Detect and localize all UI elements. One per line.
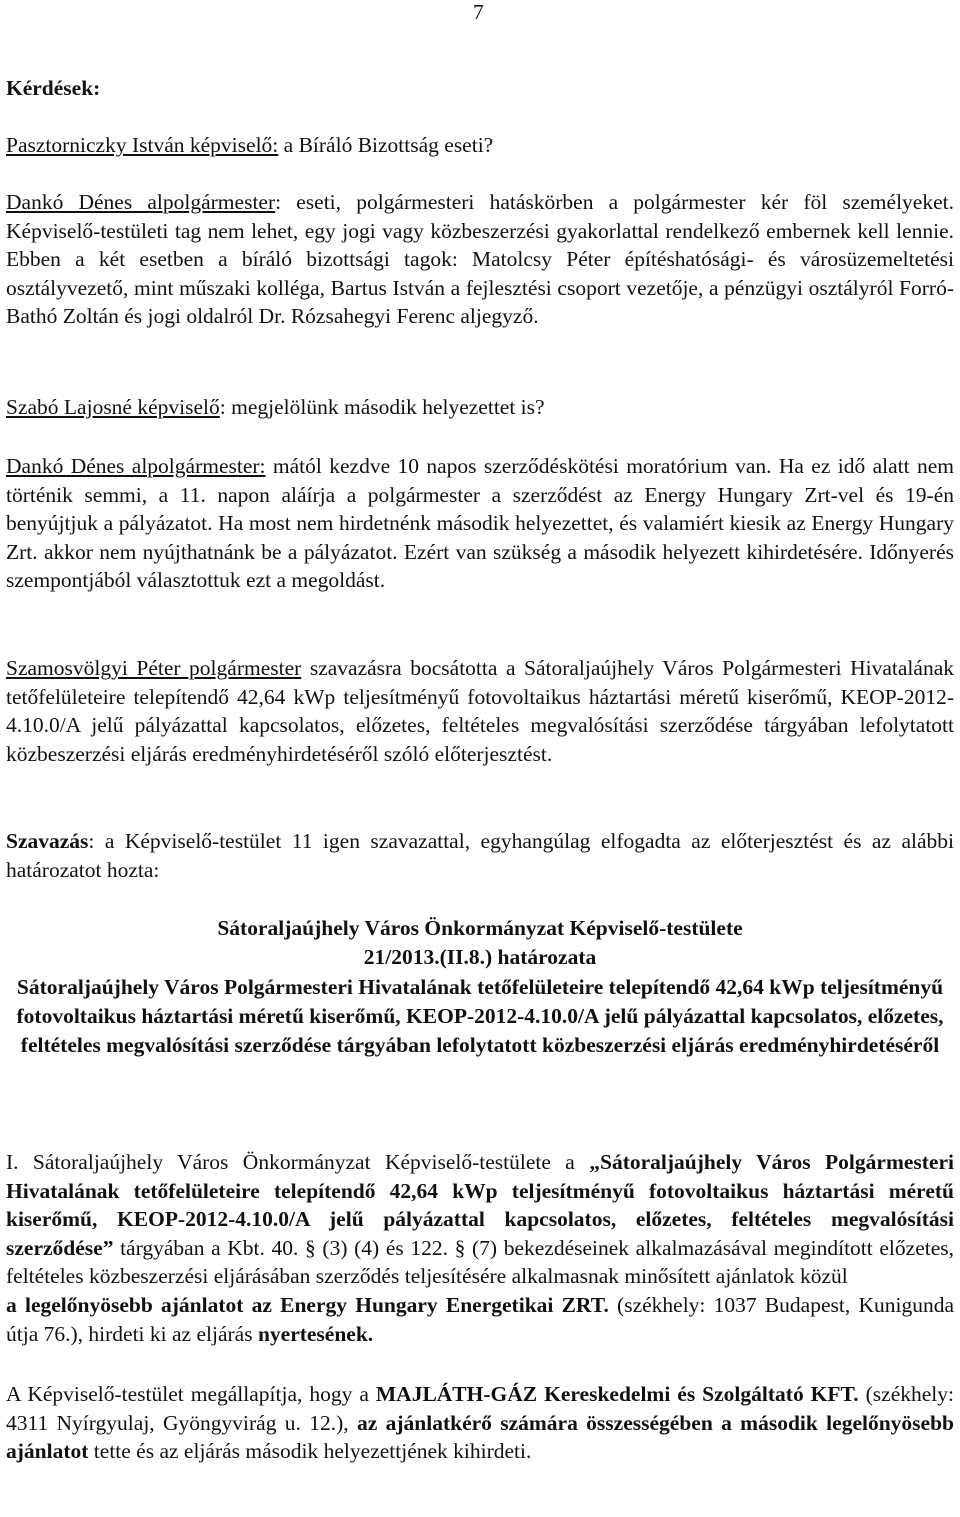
section-heading: Kérdések: [6,76,101,100]
resolution-text: (székhely: 4311 Nyírgyulaj, Gyöngyvirág u. 12.), [6,1382,954,1435]
paragraph-question-2 [6,393,545,422]
resolution-point-1 [6,1148,954,1348]
winner-label: nyertesének. [257,1321,374,1346]
paragraph-answer-2 [6,452,954,595]
resolution-body: Sátoraljaújhely Város Önkormányzat Képviselő-testülete [217,916,743,940]
speaker-name: Szamosvölgyi Péter polgármester [6,656,302,680]
second-place-text: az ajánlatkérő számára összességében a második legelőnyösebb ajánlatot [6,1410,954,1464]
speaker-name: Dankó Dénes alpolgármester: [6,454,266,478]
resolution-text: (székhely: 1037 Budapest, Kunigunda útja 76.), hirdeti ki az eljárás [6,1292,954,1346]
speaker-name: Pasztorniczky István képviselő: [6,133,279,157]
resolution-subject: Sátoraljaújhely Város Polgármesteri Hivatalának tetőfelületeire telepítendő 42,64 kWp teljesítményű fotovoltaikus háztartási méretű kiserőmű, KEOP-2012-4.10.0/A jelű pályázattal kapcsolatos, előzetes, feltételes megvalósítási szerződése tárgyában lefolytatott közbeszerzési eljárás eredményhirdetéséről [16,974,944,1058]
vote-label: Szavazás [6,829,89,853]
second-place-company: MAJLÁTH-GÁZ Kereskedelmi és Szolgáltató KFT. [375,1382,859,1406]
resolution-point-2 [6,1380,954,1466]
speaker-name: Szabó Lajosné képviselő [6,395,220,419]
resolution-number: 21/2013.(II.8.) határozata [363,945,597,970]
paragraph-answer-1 [6,188,954,331]
paragraph-text: mától kezdve 10 napos szerződéskötési moratórium van. Ha ez idő alatt nem történik semmi, a 11. napon aláírja a polgármester a szerződést az Energy Hungary Zrt-vel és 19-én benyújtjuk a pályázatot. Ha most nem hirdetnénk második helyezettet, és valamiért kiesik az Energy Hungary Zrt. akkor nem nyújthatnánk be a pályázatot. Ezért van szükség a második helyezett kihirdetésére. Időnyerés szempontjából választottuk ezt a megoldást. [6,454,954,593]
paragraph-vote-call [6,654,954,768]
paragraph-text: : eseti, polgármesteri hatáskörben a polgármester kér föl személyeket. Képviselő-testületi tag nem lehet, egy jogi vagy közbeszerzési gyakorlattal rendelkező embernek kell lennie. Ebben a két esetben a bíráló bizottsági tagok: Matolcsy Péter építéshatósági- és városüzemeltetési osztályvezető, mint műszaki kolléga, Bartus István a fejlesztési csoport vezetője, a pénzügyi osztályról Forró-Bathó Zoltán és jogi oldalról Dr. Rózsahegyi Ferenc aljegyző. [6,190,954,329]
resolution-bold: „Sátoraljaújhely Város Polgármesteri Hivatalának tetőfelületeire telepítendő 42,64 kWp teljesítményű fotovoltaikus háztartási méretű kiserőmű, KEOP-2012-4.10.0/A jelű pályázattal kapcsolatos, előzetes, feltételes megvalósítási szerződése” [6,1150,954,1260]
paragraph-text: a Bíráló Bizottság eseti? [278,133,494,157]
paragraph-text: : a Képviselő-testület 11 igen szavazattal, egyhangúlag elfogadta az előterjesztést és az alábbi határozatot hozta: [6,829,954,882]
resolution-text: A Képviselő-testület megállapítja, hogy a [6,1382,376,1406]
speaker-name: Dankó Dénes alpolgármester [6,190,276,214]
page-number: 7 [473,0,484,24]
paragraph-text: szavazásra bocsátotta a Sátoraljaújhely Város Polgármesteri Hivatalának tetőfelületeire telepítendő 42,64 kWp teljesítményű fotovoltaikus háztartási méretű kiserőmű, KEOP-2012-4.10.0/A jelű pályázattal kapcsolatos, előzetes, feltételes megvalósítási szerződése tárgyában lefolytatott közbeszerzési eljárás eredményhirdetéséről szóló előterjesztést. [6,656,954,766]
winner-text: a legelőnyösebb ajánlatot az Energy Hungary Energetikai ZRT. [6,1292,609,1317]
resolution-text: tárgyában a Kbt. 40. § (3) (4) és 122. § (7) bekezdéseinek alkalmazásával megindított előzetes, feltételes közbeszerzési eljárásában szerződés teljesítésére alkalmasnak minősített ajánlatok közül [6,1235,954,1289]
resolution-text: tette és az eljárás második helyezettjének kihirdeti. [88,1439,532,1464]
resolution-header [6,914,954,1060]
paragraph-text: : megjelölünk második helyezettet is? [219,395,545,419]
paragraph-vote-result [6,827,954,884]
paragraph-question-1 [6,131,493,160]
resolution-text: I. Sátoraljaújhely Város Önkormányzat Képviselő-testülete a [6,1150,590,1174]
